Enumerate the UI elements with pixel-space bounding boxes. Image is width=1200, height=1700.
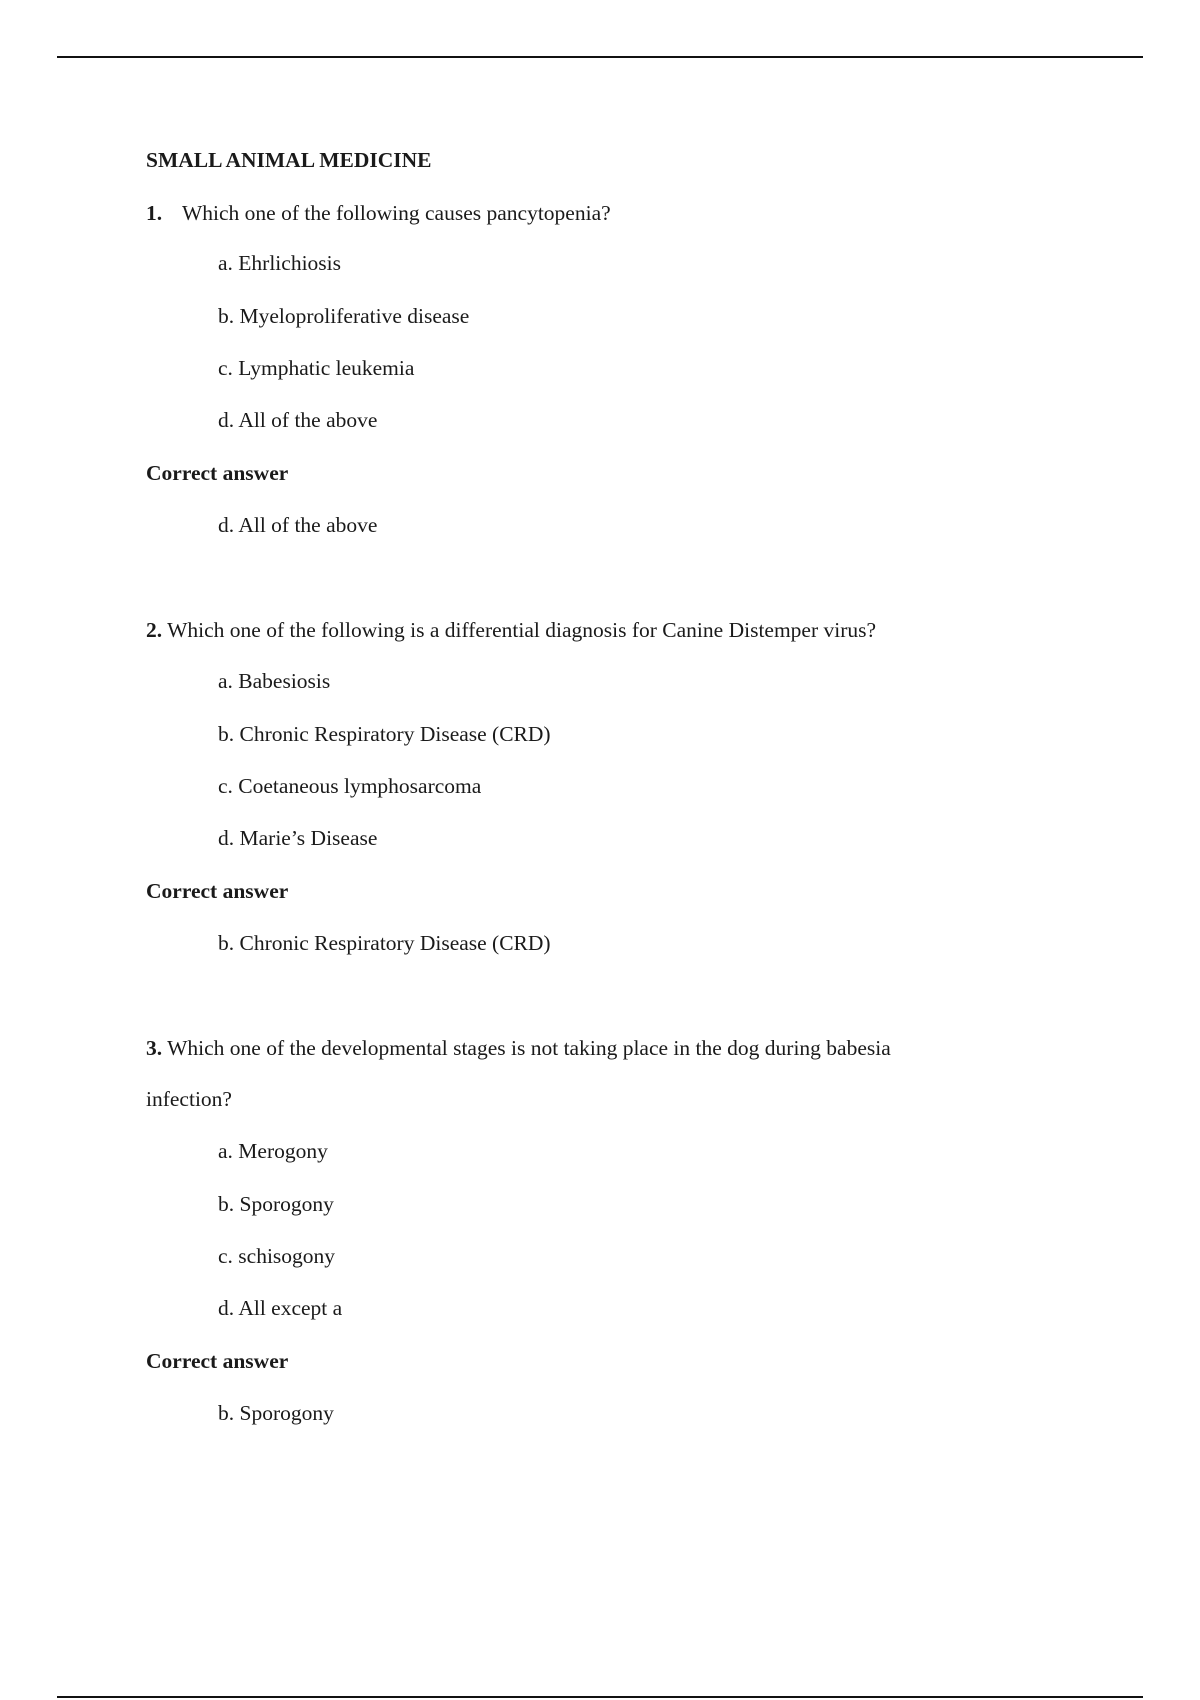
question-1-answer: d. All of the above	[218, 513, 378, 537]
question-2-answer: b. Chronic Respiratory Disease (CRD)	[218, 931, 551, 955]
question-3-text-continued: infection?	[146, 1087, 232, 1111]
question-1-option-a: a. Ehrlichiosis	[218, 251, 342, 275]
question-2-number: 2.	[146, 618, 163, 642]
question-3-option-a: a. Merogony	[218, 1139, 328, 1163]
question-3-number: 3.	[146, 1036, 163, 1060]
question-3-option-b: b. Sporogony	[218, 1192, 334, 1216]
question-2-answer-label: Correct answer	[146, 879, 289, 903]
question-1-option-b: b. Myeloproliferative disease	[218, 304, 470, 328]
question-3	[146, 1035, 891, 1061]
question-2-text: Which one of the following is a differential diagnosis for Canine Distemper virus?	[167, 618, 877, 642]
question-3-answer: b. Sporogony	[218, 1401, 334, 1425]
document-title: SMALL ANIMAL MEDICINE	[146, 148, 432, 172]
question-2-option-c: c. Coetaneous lymphosarcoma	[218, 774, 482, 798]
question-3-text: Which one of the developmental stages is not taking place in the dog during babesia	[167, 1036, 891, 1060]
header-rule	[57, 56, 1143, 58]
question-1-number: 1.	[146, 201, 163, 225]
question-2	[146, 617, 876, 643]
question-3-option-c: c. schisogony	[218, 1244, 336, 1268]
question-1-text: Which one of the following causes pancytopenia?	[182, 201, 611, 225]
footer-rule	[57, 1696, 1143, 1698]
question-1-answer-label: Correct answer	[146, 461, 289, 485]
question-2-option-b: b. Chronic Respiratory Disease (CRD)	[218, 722, 551, 746]
question-2-option-a: a. Babesiosis	[218, 669, 331, 693]
question-1	[146, 200, 611, 226]
question-3-option-d: d. All except a	[218, 1296, 343, 1320]
question-3-answer-label: Correct answer	[146, 1349, 289, 1373]
question-2-option-d: d. Marie’s Disease	[218, 826, 378, 850]
question-1-option-d: d. All of the above	[218, 408, 378, 432]
question-1-option-c: c. Lymphatic leukemia	[218, 356, 415, 380]
